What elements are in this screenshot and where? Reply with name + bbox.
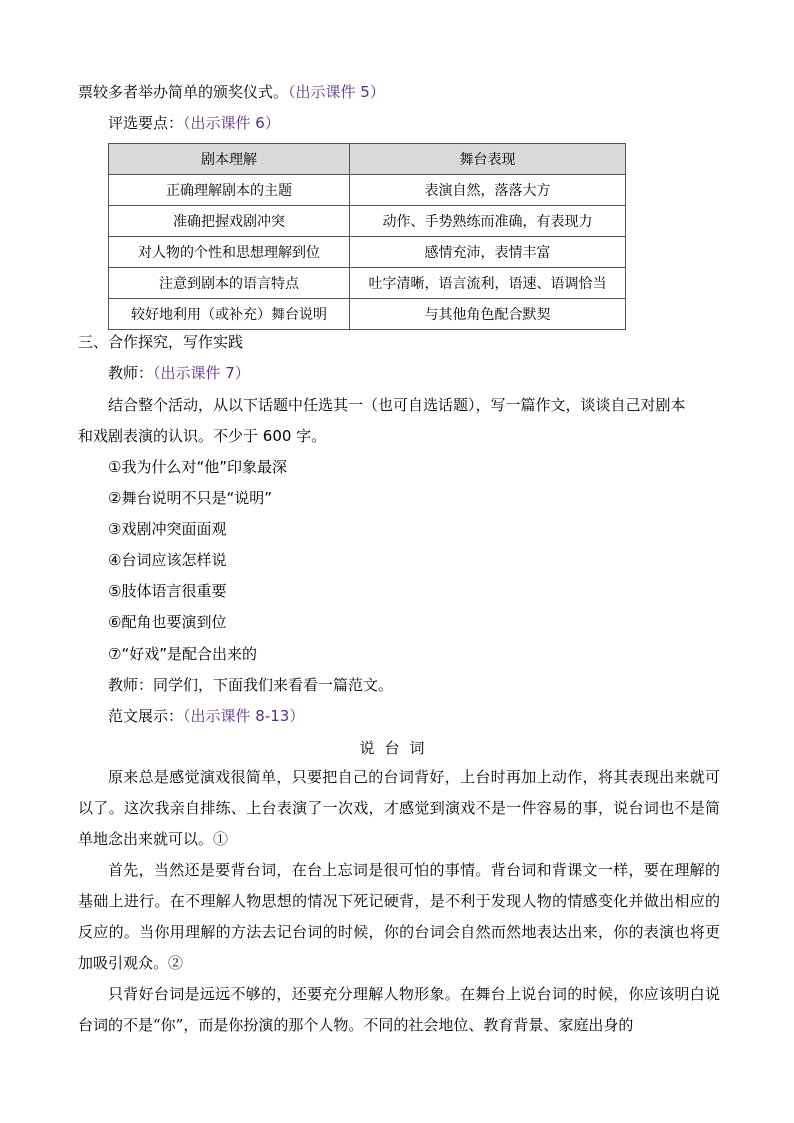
table-row <box>109 237 626 268</box>
table-header-stage: 舞台表现 <box>350 144 626 175</box>
sample-heading <box>108 706 304 726</box>
criteria-heading <box>108 113 280 133</box>
table-row <box>109 299 626 330</box>
table-cell: 表演自然，落落大方 <box>350 175 626 206</box>
table-row <box>109 206 626 237</box>
table-cell: 对人物的个性和思想理解到位 <box>109 237 350 268</box>
task-line-1: 结合整个活动，从以下话题中任选其一（也可自选话题），写一篇作文，谈谈自己对剧本 <box>108 396 686 414</box>
intro-line <box>78 82 385 102</box>
topic-item: ④台词应该怎样说 <box>108 551 227 569</box>
topic-item: ⑦“好戏”是配合出来的 <box>108 645 257 663</box>
essay-paragraph-2: 首先，当然还是要背台词，在台上忘词是很可怕的事情。背台词和背课文一样，要在理解的基础上进行。在不理解人物思想的情况下死记硬背，是不利于发现人物的情感变化并做出相应的反应的。当你用理解的方法去记台词的时候，你的台词会自然而然地表达出来，你的表演也将更加吸引观众。② <box>78 861 720 972</box>
essay-paragraph-1: 原来总是感觉演戏很简单，只要把自己的台词背好，上台时再加上动作，将其表现出来就可以了。这次我亲自排练、上台表演了一次戏，才感觉到演戏不是一件容易的事，说台词也不是简单地念出来就可以。① <box>78 768 720 848</box>
courseware-note-7: （出示课件 7） <box>153 364 250 382</box>
section-heading: 三、合作探究，写作实践 <box>78 333 244 351</box>
table-cell: 吐字清晰，语言流利，语速、语调恰当 <box>350 268 626 299</box>
criteria-label: 评选要点： <box>108 114 184 132</box>
task-line-2: 和戏剧表演的认识。不少于 600 字。 <box>78 427 327 445</box>
table-cell: 与其他角色配合默契 <box>350 299 626 330</box>
teacher-label: 教师： <box>108 364 154 382</box>
table-header-script: 剧本理解 <box>109 144 350 175</box>
courseware-note-8-13: （出示课件 8-13） <box>183 707 305 725</box>
table-cell: 注意到剧本的语言特点 <box>109 268 350 299</box>
table-cell: 感情充沛，表情丰富 <box>350 237 626 268</box>
table-row <box>109 175 626 206</box>
table-cell: 较好地利用（或补充）舞台说明 <box>109 299 350 330</box>
essay-title: 说台词 <box>359 739 435 757</box>
topic-item: ⑥配角也要演到位 <box>108 613 227 631</box>
table-cell: 准确把握戏剧冲突 <box>109 206 350 237</box>
table-row <box>109 268 626 299</box>
intro-text: 票较多者举办简单的颁奖仪式。 <box>78 83 289 101</box>
topic-item: ①我为什么对“他”印象最深 <box>108 458 287 476</box>
table-header-row <box>109 144 626 175</box>
topic-item: ③戏剧冲突面面观 <box>108 520 227 538</box>
topic-item: ②舞台说明不只是“说明” <box>108 489 272 507</box>
table-cell: 动作、手势熟练而准确，有表现力 <box>350 206 626 237</box>
sample-label: 范文展示： <box>108 707 184 725</box>
topic-item: ⑤肢体语言很重要 <box>108 582 227 600</box>
courseware-note-6: （出示课件 6） <box>183 114 280 132</box>
teacher-line-2: 教师：同学们，下面我们来看看一篇范文。 <box>108 676 394 694</box>
courseware-note-5: （出示课件 5） <box>288 83 385 101</box>
table-cell: 正确理解剧本的主题 <box>109 175 350 206</box>
criteria-table <box>108 143 626 330</box>
teacher-line-1 <box>108 363 250 383</box>
essay-paragraph-3: 只背好台词是远远不够的，还要充分理解人物形象。在舞台上说台词的时候，你应该明白说台词的不是“你”，而是你扮演的那个人物。不同的社会地位、教育背景、家庭出身的 <box>78 985 720 1034</box>
